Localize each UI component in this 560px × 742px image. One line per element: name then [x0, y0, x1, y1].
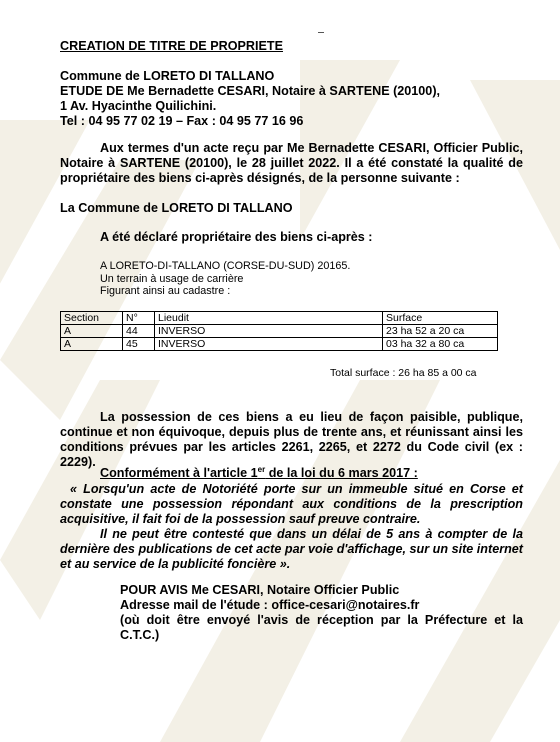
- act-paragraph: Aux termes d'un acte reçu par Me Bernadette CESARI, Officier Public, Notaire à SARTENE (20100), le 28 juillet 2022. Il a été constaté la qualité de propriétaire des biens ci-après désignés, de la personne suivante :: [60, 141, 523, 185]
- header-line: Tel : 04 95 77 02 19 – Fax : 04 95 77 16 96: [60, 114, 304, 128]
- property-line: Figurant ainsi au cadastre :: [100, 285, 231, 297]
- header-lieudit: Lieudit: [155, 312, 383, 325]
- cell-lieudit: INVERSO: [155, 325, 383, 338]
- scan-mark: [318, 32, 324, 33]
- notice-footer: [120, 583, 523, 643]
- avis-line: POUR AVIS Me CESARI, Notaire Officier Public: [120, 583, 400, 597]
- property-description: [100, 260, 350, 298]
- table-row: [61, 338, 498, 351]
- law-reference-text: Conformément à l'article 1: [100, 466, 258, 480]
- total-surface: Total surface : 26 ha 85 a 00 ca: [330, 367, 477, 379]
- law-reference: [100, 466, 418, 481]
- cell-surface: 03 ha 32 a 80 ca: [383, 338, 498, 351]
- header-line: 1 Av. Hyacinthe Quilichini.: [60, 99, 217, 113]
- declared-owner-line: A été déclaré propriétaire des biens ci-après :: [100, 230, 373, 244]
- cell-number: 45: [123, 338, 155, 351]
- law-reference-sup: er: [257, 464, 266, 474]
- property-line: Un terrain à usage de carrière: [100, 272, 244, 285]
- law-reference-text: de la loi du 6 mars 2017 :: [265, 466, 418, 480]
- commune-line: La Commune de LORETO DI TALLANO: [60, 201, 293, 215]
- document-title: CREATION DE TITRE DE PROPRIETE: [60, 39, 283, 53]
- header-number: N°: [123, 312, 155, 325]
- cadastre-table: [60, 311, 498, 351]
- cell-section: A: [61, 325, 123, 338]
- header-section: Section: [61, 312, 123, 325]
- cell-lieudit: INVERSO: [155, 338, 383, 351]
- table-row: [61, 325, 498, 338]
- header-line: ETUDE DE Me Bernadette CESARI, Notaire à SARTENE (20100),: [60, 84, 441, 98]
- header-line: Commune de LORETO DI TALLANO: [60, 69, 275, 83]
- law-quote: « Lorsqu'un acte de Notoriété porte sur un immeuble situé en Corse et constate une possession répondant aux conditions de la prescription acquisitive, il fait foi de la possession sauf preuve contraire.: [60, 482, 523, 526]
- notary-header: [60, 69, 500, 129]
- cell-number: 44: [123, 325, 155, 338]
- cell-surface: 23 ha 52 a 20 ca: [383, 325, 498, 338]
- avis-line: (où doit être envoyé l'avis de réception par la Préfecture et la C.T.C.): [120, 613, 523, 642]
- law-quote: Il ne peut être contesté que dans un délai de 5 ans à compter de la dernière des publications de cet acte par voie d'affichage, sur un site internet et au service de la publicité foncière ».: [60, 527, 523, 571]
- possession-paragraph: La possession de ces biens a eu lieu de façon paisible, publique, continue et non équivoque, depuis plus de trente ans, et réunissant ainsi les conditions prévues par les articles 2261, 2265, et 2272 du Code civil (ex : 2229).: [60, 410, 523, 469]
- table-header-row: [61, 312, 498, 325]
- avis-line: Adresse mail de l'étude : office-cesari@notaires.fr: [120, 598, 420, 612]
- cell-section: A: [61, 338, 123, 351]
- header-surface: Surface: [383, 312, 498, 325]
- property-line: A LORETO-DI-TALLANO (CORSE-DU-SUD) 20165.: [100, 260, 351, 272]
